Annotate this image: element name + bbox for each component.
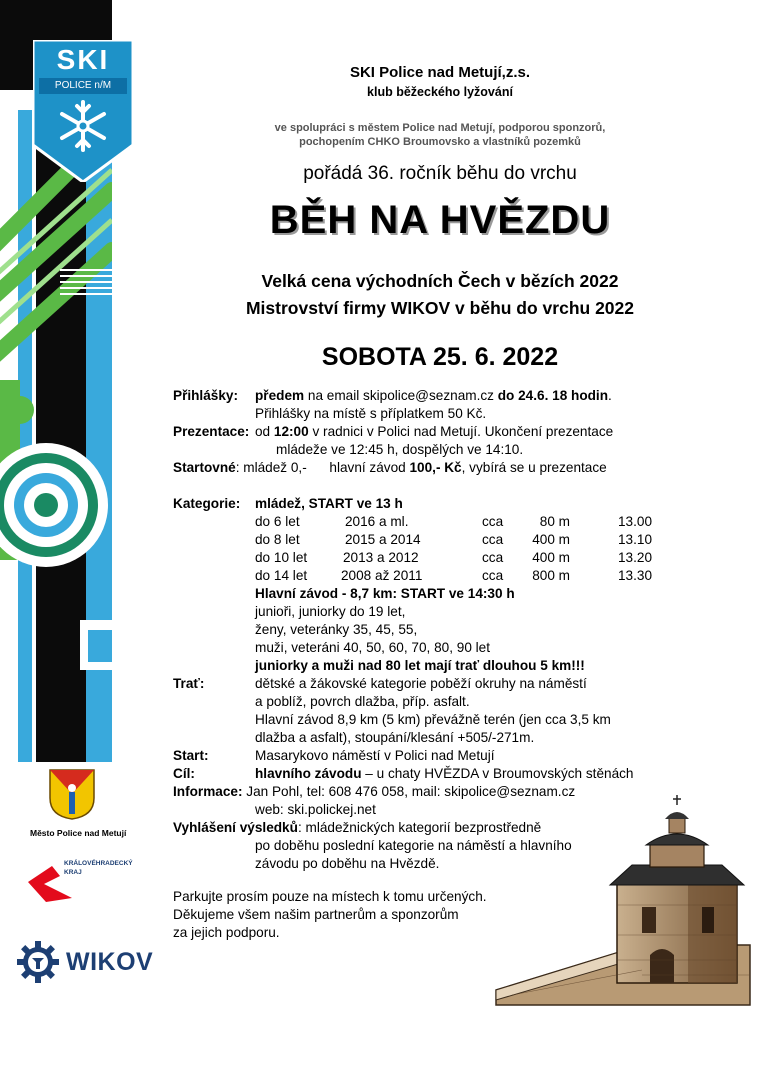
- start-text: Masarykovo náměstí v Polici nad Metují: [255, 748, 495, 763]
- youth-heading: mládež, START ve 13 h: [255, 496, 403, 511]
- org-subtitle: klub běžeckého lyžování: [367, 85, 513, 99]
- subtitle-1: Velká cena východních Čech v bězích 2022: [261, 271, 619, 291]
- vyhlaseni-text: : mládežnických kategorií bezprostředně: [297, 820, 542, 835]
- vyhlaseni-line-3: závodu po doběhu na Hvězdě.: [255, 856, 440, 871]
- prihlasky-line-1: [255, 387, 612, 405]
- category-cell: do 8 let: [255, 532, 300, 547]
- category-cell: 13.10: [618, 532, 653, 547]
- cooperation-line-2: pochopením CHKO Broumovsko a vlastníků pozemků: [299, 136, 581, 148]
- trat-line-2: a poblíž, povrch dlažba, příp. asfalt.: [255, 694, 470, 709]
- main-race-heading: Hlavní závod - 8,7 km: START ve 14:30 h: [255, 586, 515, 601]
- prezentace-text: v radnici v Polici nad Metují. Ukončení prezentace: [308, 424, 614, 439]
- informace-text: Jan Pohl, tel: 608 476 058, mail: skipolice@seznam.cz: [242, 784, 576, 799]
- prezentace-label: Prezentace:: [173, 424, 250, 439]
- prihlasky-line-2: Přihlášky na místě s příplatkem 50 Kč.: [255, 406, 487, 421]
- category-cell: 400 m: [532, 550, 570, 565]
- cil-text: – u chaty HVĚZDA v Broumovských stěnách: [361, 766, 634, 781]
- startovne-youth: : mládež 0,- hlavní závod: [235, 460, 410, 475]
- cil-bold: hlavního závodu: [255, 766, 362, 781]
- chapel-illustration: [492, 795, 754, 1015]
- cil-line: [255, 765, 634, 783]
- category-cell: 80 m: [539, 514, 570, 529]
- category-cell: 2013 a 2012: [343, 550, 419, 565]
- main-race-line-3: muži, veteráni 40, 50, 60, 70, 80, 90 let: [255, 640, 491, 655]
- trat-line-3: Hlavní závod 8,9 km (5 km) převážně terén (jen cca 3,5 km: [255, 712, 611, 727]
- category-cell: cca: [482, 514, 504, 529]
- category-cell: 13.20: [618, 550, 653, 565]
- start-label: Start:: [173, 748, 209, 763]
- city-coat-of-arms: [48, 768, 96, 825]
- category-cell: 800 m: [532, 568, 570, 583]
- org-name: SKI Police nad Metují,z.s.: [349, 64, 531, 81]
- prihlasky-deadline: do 24.6. 18 hodin: [497, 388, 609, 403]
- startovne-label: Startovné: [173, 460, 236, 475]
- startovne-line: [173, 459, 607, 477]
- prezentace-time: 12:00: [273, 424, 309, 439]
- category-cell: do 10 let: [255, 550, 308, 565]
- snowflake-icon: [55, 98, 111, 159]
- city-caption: Město Police nad Metují: [30, 828, 127, 838]
- event-date: SOBOTA 25. 6. 2022: [321, 343, 559, 371]
- kraj-line-2: KRAJ: [64, 869, 82, 876]
- trat-line-4: dlažba a asfalt), stoupání/klesání +505/-271m.: [255, 730, 535, 745]
- category-cell: 2008 až 2011: [341, 568, 423, 583]
- category-cell: 13.30: [618, 568, 653, 583]
- ski-logo: [33, 40, 133, 182]
- wikov-text: WIKOV: [66, 948, 154, 976]
- prezentace-line-2: mládeže ve 12:45 h, dospělých ve 14:10.: [276, 442, 524, 457]
- vyhlaseni-line-1: [173, 819, 541, 837]
- ski-logo-subtext: POLICE n/M: [54, 80, 112, 91]
- category-cell: do 6 let: [255, 514, 300, 529]
- category-cell: do 14 let: [255, 568, 308, 583]
- wikov-logo: [16, 940, 154, 984]
- trat-label: Trať:: [173, 676, 205, 691]
- gear-icon: [16, 940, 60, 989]
- startovne-price: 100,- Kč: [409, 460, 462, 475]
- vyhlaseni-line-2: po doběhu poslední kategorie na náměstí a hlavního: [255, 838, 572, 853]
- category-cell: 2016 a ml.: [345, 514, 409, 529]
- category-cell: 400 m: [532, 532, 570, 547]
- category-cell: cca: [482, 568, 504, 583]
- prihlasky-email: na email skipolice@seznam.cz: [304, 388, 498, 403]
- category-cell: 2015 a 2014: [345, 532, 421, 547]
- informace-label: Informace:: [173, 784, 243, 799]
- prezentace-od: od: [255, 424, 274, 439]
- informace-web: web: ski.polickej.net: [255, 802, 376, 817]
- footer-line-1: Parkujte prosím pouze na místech k tomu určených.: [173, 889, 487, 904]
- main-race-note: juniorky a muži nad 80 let mají trať dlouhou 5 km!!!: [255, 658, 585, 673]
- prihlasky-label: Přihlášky:: [173, 388, 238, 403]
- vyhlaseni-label: Vyhlášení výsledků: [173, 820, 298, 835]
- prezentace-line-1: [255, 423, 613, 441]
- cil-label: Cíl:: [173, 766, 195, 781]
- category-cell: cca: [482, 532, 504, 547]
- prihlasky-predem: předem: [255, 388, 305, 403]
- trat-line-1: dětské a žákovské kategorie poběží okruhy na náměstí: [255, 676, 587, 691]
- prihlasky-dot: .: [608, 388, 612, 403]
- footer-line-3: za jejich podporu.: [173, 925, 280, 940]
- kraj-logo: [26, 858, 136, 906]
- category-cell: cca: [482, 550, 504, 565]
- subtitle-2: Mistrovství firmy WIKOV v běhu do vrchu 2022: [245, 298, 635, 318]
- startovne-note: , vybírá se u prezentace: [461, 460, 607, 475]
- main-race-line-2: ženy, veteránky 35, 45, 55,: [255, 622, 418, 637]
- kraj-line-1: KRÁLOVÉHRADECKÝ: [64, 860, 133, 867]
- cooperation-line-1: ve spolupráci s městem Police nad Metují, podporou sponzorů,: [274, 122, 606, 134]
- edition-line: pořádá 36. ročník běhu do vrchu: [303, 163, 577, 184]
- ski-logo-text: SKI: [56, 44, 110, 75]
- page-title: BĚH NA HVĚZDU: [269, 198, 611, 242]
- category-cell: 13.00: [618, 514, 653, 529]
- footer-line-2: Děkujeme všem našim partnerům a sponzorům: [173, 907, 459, 922]
- kategorie-label: Kategorie:: [173, 496, 241, 511]
- main-race-line-1: junioři, juniorky do 19 let,: [255, 604, 406, 619]
